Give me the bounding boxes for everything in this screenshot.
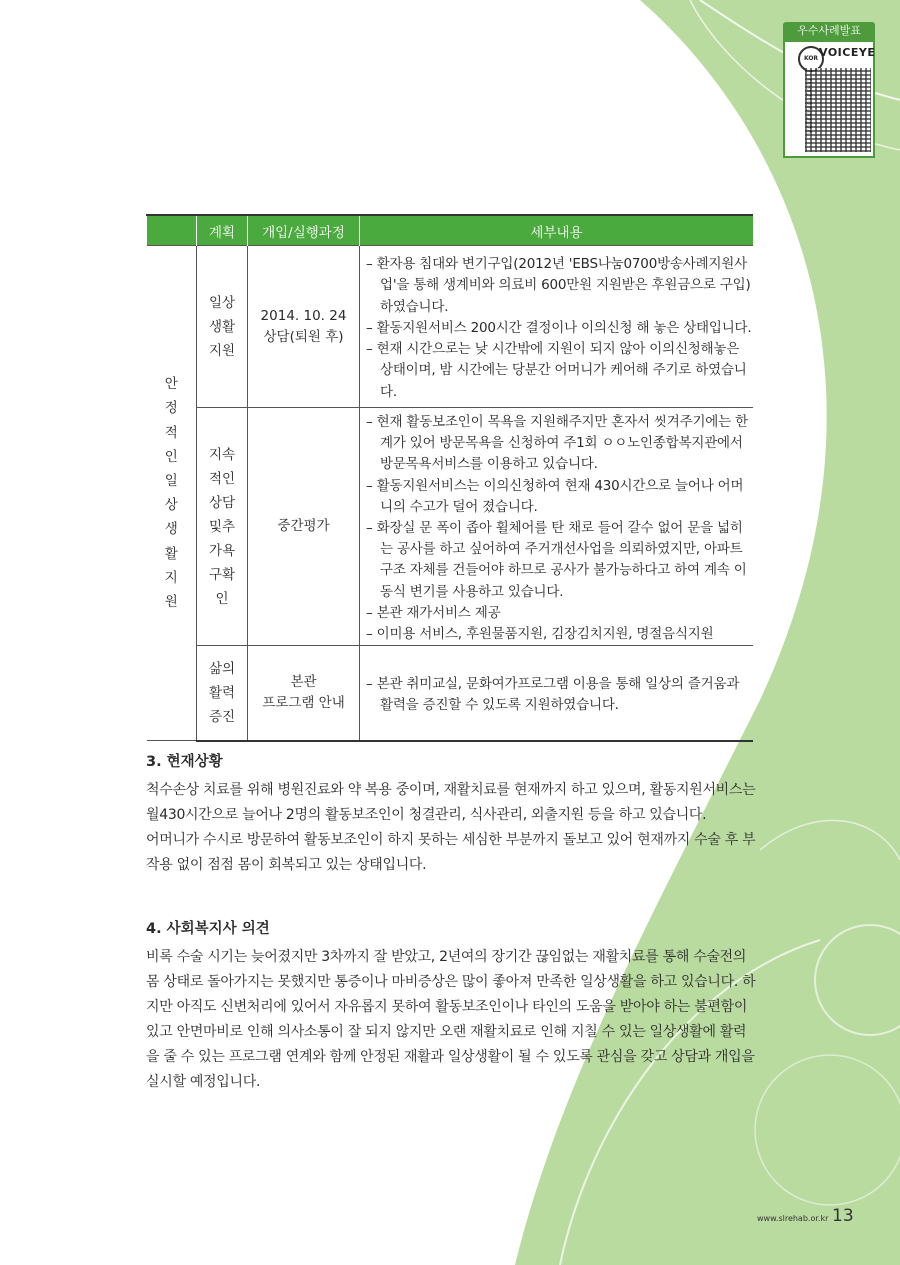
detail-item: – 활동지원서비스 200시간 결정이나 이의신청 해 놓은 상태입니다. <box>366 318 753 339</box>
section-title: 3. 현재상황 <box>146 754 223 770</box>
detail-item: – 환자용 침대와 변기구입(2012년 'EBS나눔0700방송사례지원사업'을 통해 생계비와 의료비 600만원 지원받은 후원금으로 구입)하였습니다. <box>366 254 753 318</box>
detail-item: – 본관 재가서비스 제공 <box>366 603 753 624</box>
plan-label: 삶의활력증진 <box>208 660 236 725</box>
goal-cell <box>147 246 197 741</box>
badge-label: 우수사례발표 <box>783 22 875 40</box>
voiceye-badge <box>783 22 875 158</box>
section-current-status <box>146 750 756 878</box>
table-row <box>147 246 754 408</box>
detail-item: – 본관 취미교실, 문화여가프로그램 이용을 통해 일상의 즐거움과 활력을 증진할 수 있도록 지원하였습니다. <box>366 674 753 716</box>
plan-label: 일상생활지원 <box>208 294 236 359</box>
detail-item: – 활동지원서비스는 이의신청하여 현재 430시간으로 늘어나 어머니의 수고가 덜어 졌습니다. <box>366 476 753 518</box>
section-title: 4. 사회복지사 의견 <box>146 921 270 937</box>
process-cell <box>248 408 360 646</box>
badge-brand: VOICEYE <box>819 46 876 59</box>
paragraph: 비록 수술 시기는 늦어졌지만 3차까지 잘 받았고, 2년여의 장기간 끊임없는 재활치료를 통해 수술전의 몸 상태로 돌아가지는 못했지만 통증이나 마비증상은 많이 좋아져 만족한 일상생활을 하고 있습니다. 하지만 아직도 신변처리에 있어서 자유롭지 못하여 활동보조인이나 타인의 도움을 받아야 하는 불편함이 있고 안면마비로 인해 의사소통이 잘 되지 않지만 오랜 재활치료로 인해 지칠 수 있는 일상생활에 활력을 줄 수 있는 프로그램 연계와 함께 안정된 재활과 일상생활이 될 수 있도록 관심을 갖고 상담과 개입을 실시할 예정입니다. <box>146 949 756 1090</box>
process-line: 프로그램 안내 <box>262 694 345 711</box>
paragraph: 어머니가 수시로 방문하여 활동보조인이 하지 못하는 세심한 부분까지 돌보고 있어 현재까지 수술 후 부작용 없이 점점 몸이 회복되고 있는 상태입니다. <box>146 832 756 873</box>
process-line: 중간평가 <box>277 518 330 535</box>
details-cell <box>360 408 754 646</box>
header-plan: 계획 <box>197 215 248 246</box>
detail-item: – 이미용 서비스, 후원물품지원, 김장김치지원, 명절음식지원 <box>366 624 753 645</box>
process-cell <box>248 246 360 408</box>
footer-url[interactable]: www.slrehab.or.kr <box>757 1214 829 1223</box>
plan-cell <box>197 408 248 646</box>
plan-table <box>146 214 753 742</box>
table-row <box>147 408 754 646</box>
details-cell <box>360 246 754 408</box>
voiceye-code-icon[interactable] <box>805 68 871 152</box>
details-cell <box>360 646 754 741</box>
goal-label: 안정적인 일상생활지원 <box>164 376 178 610</box>
detail-item: – 현재 활동보조인이 목욕을 지원해주지만 혼자서 씻겨주기에는 한계가 있어 방문목욕을 신청하여 주1회 ㅇㅇ노인종합복지관에서 방문목욕서비스를 이용하고 있습니다. <box>366 412 753 476</box>
table-header-row <box>147 215 754 246</box>
process-line: 2014. 10. 24 <box>260 307 347 324</box>
paragraph: 척수손상 치료를 위해 병원진료와 약 복용 중이며, 재활치료를 현재까지 하고 있으며, 활동지원서비스는 월430시간으로 늘어나 2명의 활동보조인이 청결관리, 식사관리, 외출지원 등을 하고 있습니다. <box>146 782 756 823</box>
detail-item: – 현재 시간으로는 낮 시간밖에 지원이 되지 않아 이의신청해놓은 상태이며, 밤 시간에는 당분간 어머니가 케어해 주기로 하였습니다. <box>366 339 753 403</box>
plan-cell <box>197 246 248 408</box>
plan-cell <box>197 646 248 741</box>
table-row <box>147 646 754 741</box>
kor-circle-icon: KOR <box>798 46 824 72</box>
detail-item: – 화장실 문 폭이 좁아 휠체어를 탄 채로 들어 갈수 없어 문을 넓히는 공사를 하고 싶어하여 주거개선사업을 의뢰하였지만, 아파트 구조 자체를 건들어야 하므로 공사가 불가능하다고 하여 계속 이동식 변기를 사용하고 있습니다. <box>366 518 753 603</box>
header-blank <box>147 215 197 246</box>
process-line: 상담(퇴원 후) <box>263 328 344 345</box>
process-line: 본관 <box>290 673 317 690</box>
plan-label: 지속적인상담및추가욕구확인 <box>208 446 236 607</box>
process-cell <box>248 646 360 741</box>
section-social-worker-opinion <box>146 917 756 1095</box>
header-process: 개입/실행과정 <box>248 215 360 246</box>
page-number: 13 <box>832 1206 854 1226</box>
header-details: 세부내용 <box>360 215 754 246</box>
voiceye-code-box <box>783 40 875 158</box>
